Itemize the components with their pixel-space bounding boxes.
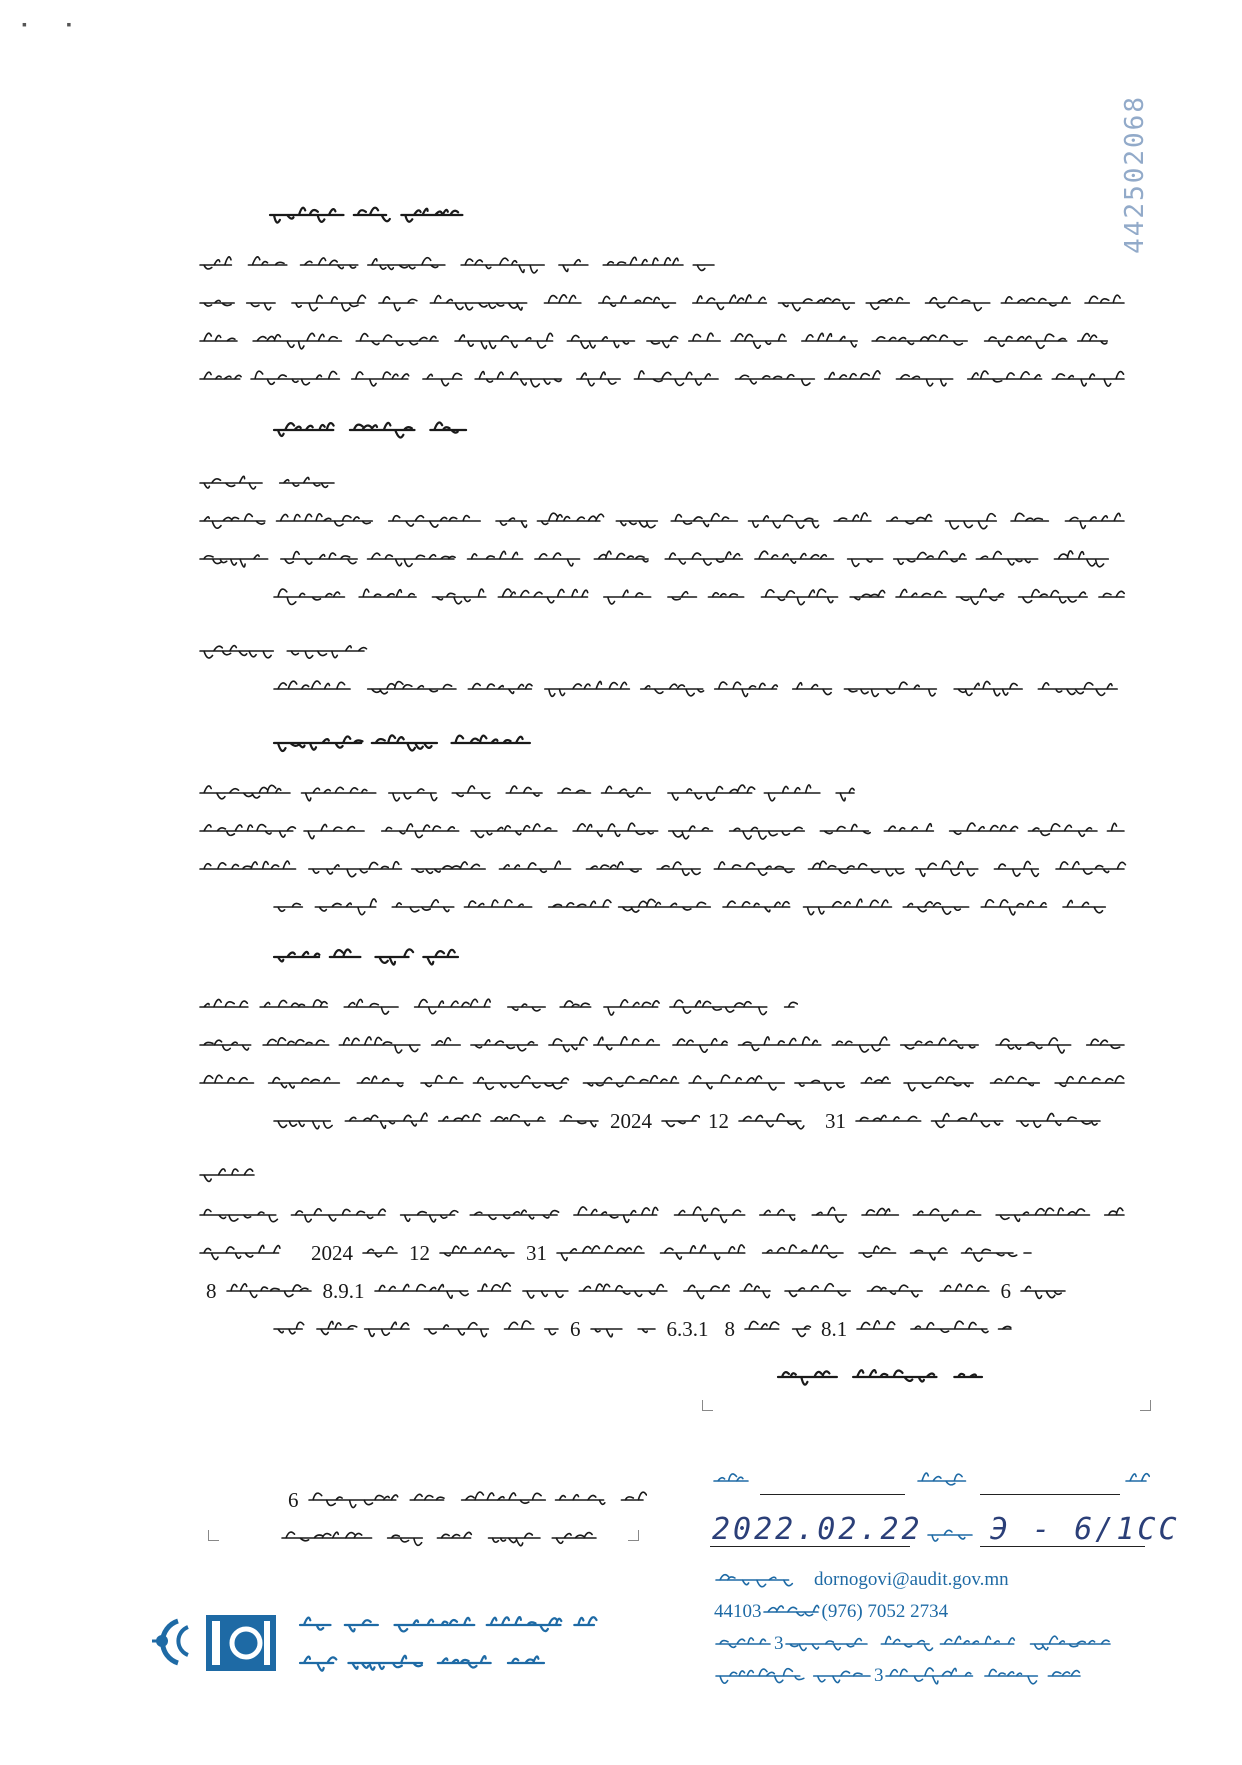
script-segment (225, 1276, 315, 1306)
paragraph-1-line-2 (198, 288, 1128, 318)
paragraph-6-line-3 (198, 1276, 1069, 1306)
script-line (198, 1160, 258, 1190)
year-value: 2024 (610, 1108, 652, 1133)
logo-script (298, 1610, 598, 1640)
paragraph-6-line-2 (198, 1238, 1035, 1268)
day-value-b: 31 (526, 1240, 547, 1265)
paragraph-6-heading (198, 1160, 258, 1190)
paragraph-2-line-3 (272, 582, 1128, 612)
paragraph-6-line-4 (272, 1314, 1015, 1344)
clause-8-9-1: 8.9.1 (322, 1278, 365, 1303)
email-address[interactable]: dornogovi@audit.gov.mn (814, 1569, 1009, 1590)
section-heading-1 (268, 200, 468, 230)
paragraph-5-line-2 (198, 1030, 1128, 1060)
script-line (198, 816, 1128, 846)
script-line (198, 364, 1128, 394)
script-strokes (200, 646, 367, 659)
script-line (198, 778, 858, 808)
ref-label-4 (926, 1520, 976, 1550)
script-line (198, 992, 798, 1022)
frame-corner (1140, 1400, 1151, 1411)
building-number: 3 (874, 1665, 884, 1686)
script-strokes (300, 1617, 597, 1631)
frame-corner (628, 1530, 639, 1541)
script-segment (884, 1661, 1084, 1691)
script-strokes (375, 1283, 989, 1298)
script-strokes (200, 785, 854, 801)
script-segment (714, 1629, 774, 1659)
month-value: 12 (708, 1108, 729, 1133)
script-segment (555, 1238, 1035, 1268)
script-strokes (274, 949, 458, 964)
script-strokes (557, 1245, 1031, 1261)
clause-6: 6 (1000, 1278, 1011, 1303)
script-strokes (786, 1636, 1110, 1650)
ref-underline (980, 1494, 1120, 1495)
script-segment (198, 1238, 303, 1268)
script-strokes (857, 1321, 1011, 1333)
clause-6-b: 6 (570, 1316, 581, 1341)
paragraph-4-line-4 (272, 892, 1128, 922)
script-segment (714, 1661, 874, 1691)
ref-underline (710, 1546, 910, 1547)
script-line (198, 544, 1128, 574)
script-strokes (778, 1370, 982, 1385)
script-strokes (200, 999, 797, 1015)
script-line (198, 506, 1128, 536)
script-strokes (716, 1669, 870, 1684)
script-strokes (274, 589, 1124, 605)
script-strokes (200, 1207, 1124, 1223)
contact-address-row-2 (714, 1661, 1084, 1691)
script-strokes (200, 1075, 1124, 1091)
script-strokes (200, 1037, 1124, 1053)
script-strokes (886, 1668, 1080, 1684)
script-segment (660, 1106, 700, 1136)
script-line (198, 1030, 1128, 1060)
script-line (198, 250, 718, 280)
paragraph-6-line-1 (198, 1200, 1128, 1230)
script-strokes (200, 257, 714, 273)
postal-code: 44103 (714, 1601, 762, 1622)
email-label-script (714, 1565, 814, 1595)
signatory-script (776, 1362, 986, 1392)
script-segment (854, 1106, 1104, 1136)
script-strokes (440, 1246, 514, 1257)
script-line (272, 674, 1128, 704)
paragraph-2-line-2 (198, 544, 1128, 574)
district-number: 3 (774, 1633, 784, 1654)
script-strokes (363, 1247, 397, 1257)
script-strokes (274, 681, 1117, 696)
ref-underline (980, 1546, 1145, 1547)
script-line (198, 288, 1128, 318)
script-strokes (300, 1656, 544, 1671)
script-strokes (200, 371, 1124, 387)
script-line (272, 892, 1128, 922)
script-strokes (200, 551, 1108, 567)
script-segment (361, 1238, 401, 1268)
scan-specks: ▪ ▪ (22, 18, 90, 33)
script-strokes (739, 1114, 804, 1129)
script-strokes (662, 1116, 700, 1127)
reply-number: 6 (288, 1487, 299, 1512)
ref-label-2 (916, 1466, 976, 1496)
script-segment (712, 1466, 752, 1496)
clause-8: 8 (206, 1278, 217, 1303)
script-strokes (716, 1638, 770, 1648)
section-heading-4 (272, 942, 462, 972)
script-segment (916, 1466, 976, 1496)
script-segment (307, 1485, 647, 1515)
script-segment (743, 1314, 813, 1344)
script-strokes (716, 1575, 792, 1587)
script-strokes (745, 1321, 810, 1336)
script-segment (784, 1629, 1114, 1659)
ref-label-1 (712, 1466, 752, 1496)
month-value-b: 12 (409, 1240, 430, 1265)
script-segment (272, 1106, 602, 1136)
script-strokes (200, 861, 1125, 877)
section-heading-3 (272, 728, 542, 758)
script-strokes (200, 1169, 254, 1182)
script-segment (1019, 1276, 1069, 1306)
script-segment (926, 1520, 976, 1550)
script-strokes (928, 1530, 972, 1541)
heading-1-script (268, 200, 468, 230)
script-strokes (1126, 1474, 1149, 1481)
script-strokes (856, 1113, 1100, 1127)
paragraph-5-line-1 (198, 992, 798, 1022)
script-strokes (764, 1605, 819, 1615)
clause-8-b: 8 (724, 1316, 735, 1341)
paragraph-4-line-1 (198, 778, 858, 808)
script-segment (737, 1106, 817, 1136)
phone-number: (976) 7052 2734 (821, 1601, 949, 1622)
section-heading-2 (272, 415, 472, 445)
subheading-2a (198, 468, 338, 498)
frame-corner (208, 1530, 219, 1541)
ref-underline (760, 1494, 905, 1495)
script-strokes (270, 208, 462, 223)
script-line (272, 582, 1128, 612)
script-strokes (918, 1473, 966, 1485)
script-segment (272, 1314, 562, 1344)
paragraph-5-line-3 (198, 1068, 1128, 1098)
audit-office-logo-icon (148, 1607, 288, 1677)
handwritten-number: Э - 6/1CC (990, 1512, 1180, 1547)
script-strokes (200, 1245, 280, 1259)
script-strokes (274, 423, 466, 438)
script-strokes (274, 899, 1105, 915)
contact-address-row-1 (714, 1629, 1114, 1659)
script-strokes (274, 1321, 558, 1337)
year-value-b: 2024 (311, 1240, 353, 1265)
script-strokes (282, 1532, 596, 1546)
script-segment (589, 1314, 659, 1344)
signatory-office (776, 1362, 986, 1392)
script-strokes (200, 823, 1124, 839)
day-value: 31 (825, 1108, 846, 1133)
paragraph-2-line-1 (198, 506, 1128, 536)
heading-3-script (272, 728, 542, 758)
script-line (198, 854, 1128, 884)
script-segment (438, 1238, 518, 1268)
script-segment (855, 1314, 1015, 1344)
logo-script (298, 1648, 548, 1678)
reply-note-line-1 (280, 1485, 647, 1515)
reply-note-line-2 (280, 1523, 600, 1553)
paragraph-4-line-3 (198, 854, 1128, 884)
frame-corner (702, 1400, 713, 1411)
paragraph-4-line-2 (198, 816, 1128, 846)
script-strokes (309, 1492, 647, 1507)
script-line (198, 326, 1128, 356)
script-strokes (714, 1474, 748, 1481)
script-line (198, 1200, 1128, 1230)
script-line (198, 636, 368, 666)
heading-2-script (272, 415, 472, 445)
script-strokes (200, 513, 1124, 529)
logo-text-line-2 (298, 1648, 548, 1678)
subheading-2b (198, 636, 368, 666)
logo-text-line-1 (298, 1610, 598, 1640)
script-strokes (274, 1113, 598, 1129)
paragraph-5-line-4 (272, 1106, 1104, 1136)
script-segment (1124, 1466, 1150, 1496)
clause-6-3-1: 6.3.1 (666, 1316, 709, 1341)
contact-email-row (714, 1565, 1009, 1595)
clause-8-1: 8.1 (821, 1316, 848, 1341)
script-strokes (591, 1329, 655, 1337)
contact-phone-row (714, 1597, 948, 1627)
script-line (198, 468, 338, 498)
registration-stamp-number: 442502068 (1120, 95, 1150, 254)
script-strokes (200, 333, 1107, 349)
script-strokes (200, 295, 1124, 311)
script-strokes (200, 476, 334, 489)
paragraph-1-line-3 (198, 326, 1128, 356)
script-strokes (227, 1284, 311, 1298)
heading-4-script (272, 942, 462, 972)
script-line (280, 1523, 600, 1553)
handwritten-date: 2022.02.22 (712, 1512, 923, 1547)
paragraph-3-line-1 (272, 674, 1128, 704)
ref-label-3 (1124, 1466, 1150, 1496)
script-strokes (274, 735, 530, 751)
paragraph-1-line-4 (198, 364, 1128, 394)
phone-label-script (762, 1597, 822, 1627)
script-line (198, 1068, 1128, 1098)
script-segment (373, 1276, 993, 1306)
script-strokes (1021, 1286, 1065, 1298)
paragraph-1-line-1 (198, 250, 718, 280)
